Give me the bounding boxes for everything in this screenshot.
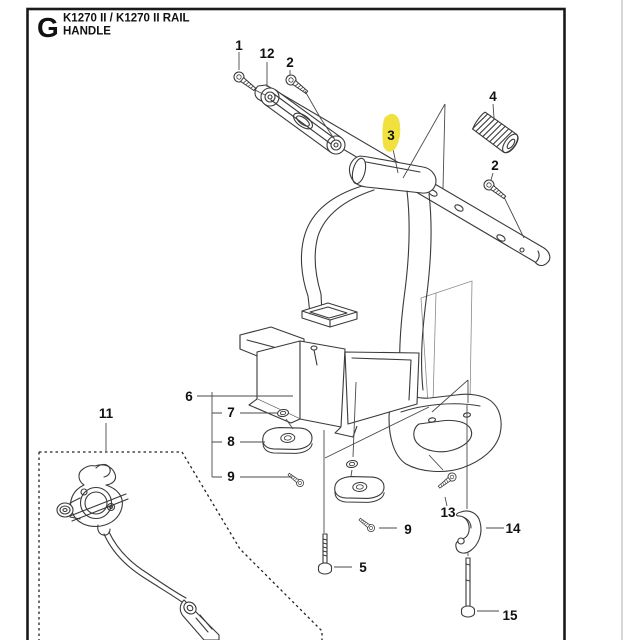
callout-14[interactable]: 14 (505, 521, 521, 536)
callout-9-left[interactable]: 9 (227, 469, 235, 484)
callout-2-right[interactable]: 2 (491, 158, 499, 173)
throttle-assembly-drawing (57, 464, 219, 640)
callout-2-top[interactable]: 2 (286, 55, 294, 70)
callout-5[interactable]: 5 (359, 560, 367, 575)
diagram-title-line2: HANDLE (63, 25, 111, 38)
callout-6[interactable]: 6 (185, 389, 193, 404)
callout-7[interactable]: 7 (227, 405, 235, 420)
diagram-header (37, 12, 190, 43)
callout-12[interactable]: 12 (259, 46, 275, 61)
callout-1[interactable]: 1 (235, 38, 243, 53)
callout-9-right[interactable]: 9 (404, 522, 412, 537)
callout-13[interactable]: 13 (440, 505, 456, 520)
callout-3[interactable]: 3 (387, 128, 395, 143)
bolt-15-drawing (462, 558, 475, 617)
callout-4[interactable]: 4 (489, 89, 497, 104)
highlight-part-3[interactable] (382, 114, 400, 152)
spring-damper-drawing (471, 111, 521, 156)
callout-8[interactable]: 8 (227, 434, 235, 449)
callout-11[interactable]: 11 (98, 406, 114, 421)
diagram-title-line1: K1270 II / K1270 II RAIL (63, 12, 190, 25)
callout-15[interactable]: 15 (502, 608, 518, 623)
clamp-strap-drawing (261, 88, 345, 154)
section-letter: G (37, 12, 59, 43)
mount-plate-drawing (421, 281, 472, 404)
hook-clip-drawing (456, 511, 481, 553)
bolt-5-drawing (319, 534, 332, 574)
